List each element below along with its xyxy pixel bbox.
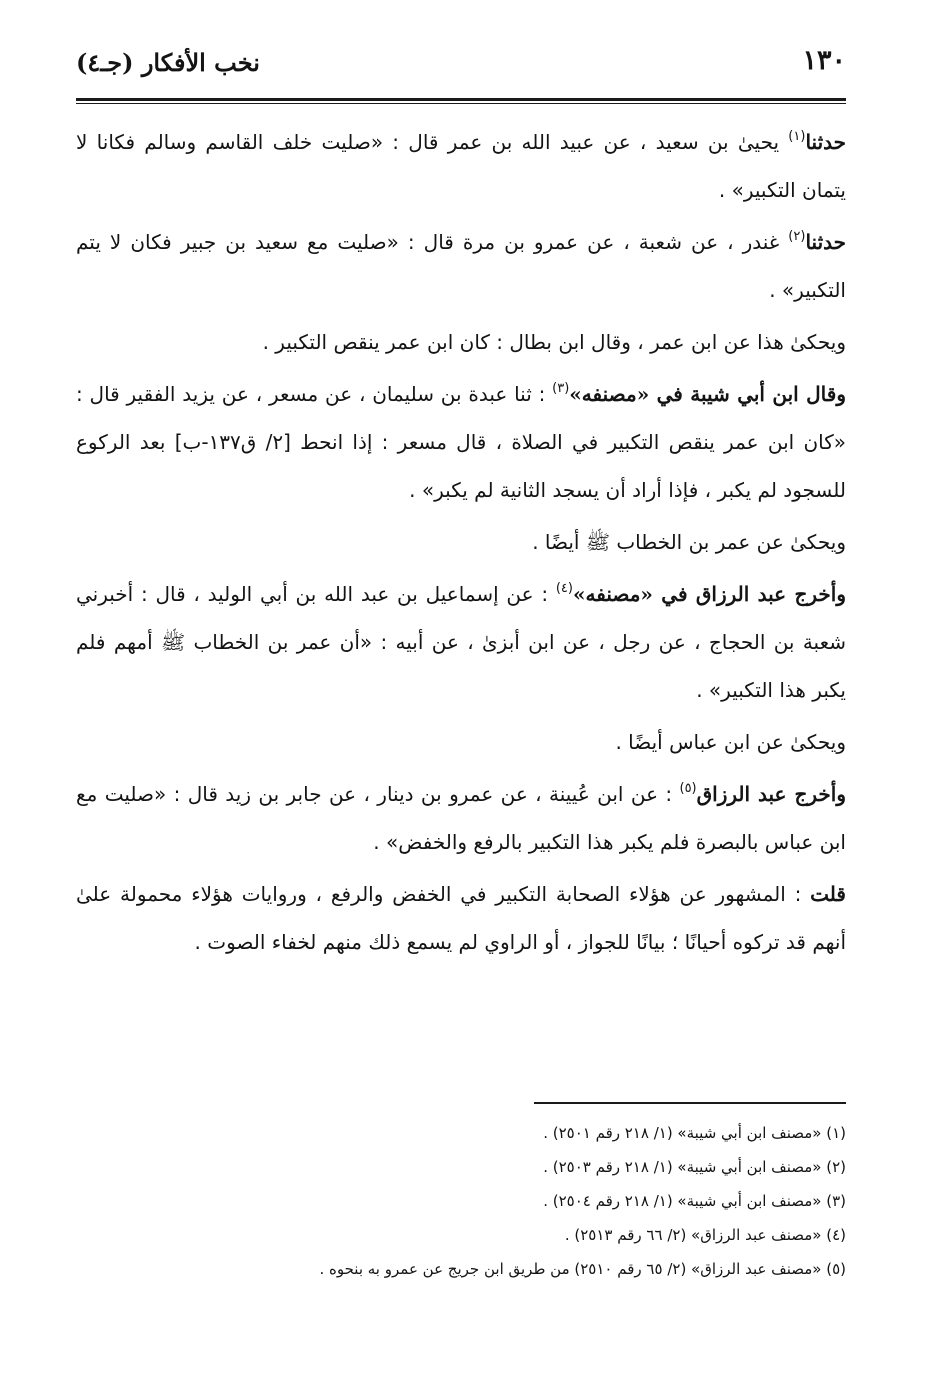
footnote: (٢) «مصنف ابن أبي شيبة» (١/ ٢١٨ رقم ٢٥٠٣) . xyxy=(543,1158,846,1176)
paragraph-text: : عن ابن عُيينة ، عن عمرو بن دينار ، عن جابر بن زيد قال : «صليت مع ابن عباس بالبصرة فلم يكبر هذا التكبير بالرفع والخفض» . xyxy=(76,782,846,854)
paragraph-lead: وأخرج عبد الرزاق في «مصنفه» xyxy=(572,582,846,606)
page-header xyxy=(76,40,846,92)
footnote: (١) «مصنف ابن أبي شيبة» (١/ ٢١٨ رقم ٢٥٠١) . xyxy=(543,1124,846,1142)
paragraph-text: : عن إسماعيل بن عبد الله بن أبي الوليد ، قال : أخبرني شعبة بن الحجاج ، عن رجل ، عن ابن أبزىٰ ، عن أبيه : «أن عمر بن الخطاب ﷺ أمهم فلم يكبر هذا التكبير» . xyxy=(76,582,846,702)
paragraph xyxy=(76,218,846,314)
book-page xyxy=(76,40,846,1360)
paragraph-text: يحيىٰ بن سعيد ، عن عبيد الله بن عمر قال : «صليت خلف القاسم وسالم فكانا لا يتمان التكبير» . xyxy=(76,130,846,202)
paragraph xyxy=(76,570,846,714)
footnote: (٣) «مصنف ابن أبي شيبة» (١/ ٢١٨ رقم ٢٥٠٤) . xyxy=(543,1192,846,1210)
paragraph xyxy=(76,318,846,366)
paragraph-text: ويحكىٰ هذا عن ابن عمر ، وقال ابن بطال : كان ابن عمر ينقص التكبير . xyxy=(262,330,846,354)
paragraph xyxy=(76,518,846,566)
paragraph xyxy=(76,770,846,866)
footnote-separator xyxy=(534,1102,846,1104)
paragraph-lead: وقال ابن أبي شيبة في «مصنفه» xyxy=(569,382,846,406)
paragraph xyxy=(76,870,846,966)
book-title: نخب الأفكار (جـ٤) xyxy=(76,48,260,77)
paragraph xyxy=(76,118,846,214)
header-rule xyxy=(76,98,846,101)
footnote: (٤) «مصنف عبد الرزاق» (٢/ ٦٦ رقم ٢٥١٣) . xyxy=(564,1226,846,1244)
paragraph-lead: حدثنا xyxy=(805,230,846,254)
paragraph-text: : المشهور عن هؤلاء الصحابة التكبير في الخفض والرفع ، وروايات هؤلاء محمولة علىٰ أنهم قد تركوه أحيانًا ؛ بيانًا للجواز ، أو الراوي لم يسمع ذلك منهم لخفاء الصوت . xyxy=(76,882,846,954)
paragraph-lead: قلت xyxy=(810,882,846,906)
header-rule-thin xyxy=(76,103,846,104)
paragraph xyxy=(76,718,846,766)
footnote-ref[interactable]: (٢) xyxy=(788,229,806,244)
footnote-ref[interactable]: (١) xyxy=(788,129,806,144)
paragraph-lead: حدثنا xyxy=(805,130,846,154)
footnote-ref[interactable]: (٣) xyxy=(552,381,570,396)
paragraph-lead: وأخرج عبد الرزاق xyxy=(696,782,846,806)
paragraph-text: غندر ، عن شعبة ، عن عمرو بن مرة قال : «صليت مع سعيد بن جبير فكان لا يتم التكبير» . xyxy=(76,230,846,302)
footnote-ref[interactable]: (٤) xyxy=(555,581,573,596)
footnote-ref[interactable]: (٥) xyxy=(679,781,697,796)
paragraph xyxy=(76,370,846,514)
footnote: (٥) «مصنف عبد الرزاق» (٢/ ٦٥ رقم ٢٥١٠) من طريق ابن جريج عن عمرو به بنحوه . xyxy=(319,1260,846,1278)
paragraph-text: : ثنا عبدة بن سليمان ، عن مسعر ، عن يزيد الفقير قال : «كان ابن عمر ينقص التكبير في الصلاة ، قال مسعر : إذا انحط [٢/ ق١٣٧-ب] بعد الركوع للسجود لم يكبر ، فإذا أراد أن يسجد الثانية لم يكبر» . xyxy=(76,382,846,502)
page-number: ١٣٠ xyxy=(802,45,846,76)
paragraph-text: ويحكىٰ عن عمر بن الخطاب ﷺ أيضًا . xyxy=(532,530,846,554)
main-text xyxy=(76,118,846,966)
paragraph-text: ويحكىٰ عن ابن عباس أيضًا . xyxy=(615,730,846,754)
footnotes xyxy=(76,1116,846,1286)
